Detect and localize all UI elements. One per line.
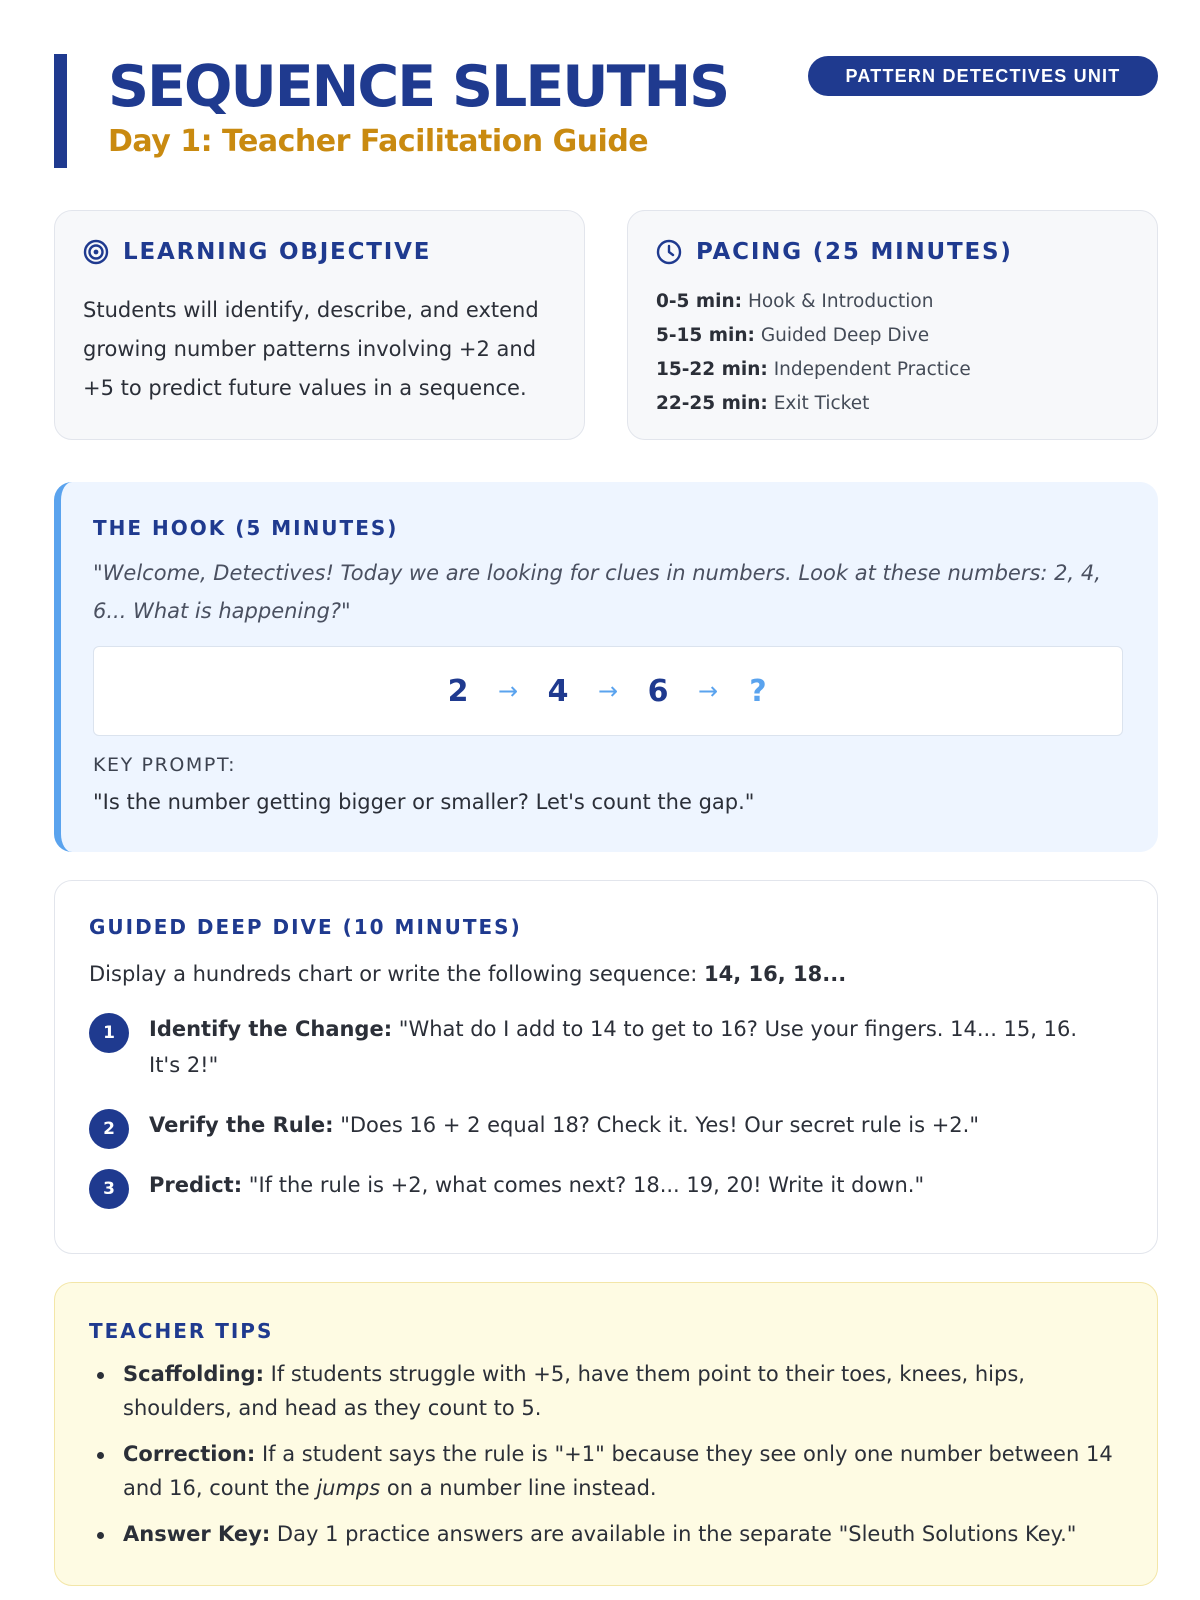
sequence-display: [93, 646, 1123, 736]
pacing-time: 5-15 min:: [656, 325, 755, 346]
key-prompt-text: "Is the number getting bigger or smaller? Let's count the gap.": [93, 790, 755, 814]
tip-text: Day 1 practice answers are available in the separate "Sleuth Solutions Key.": [270, 1522, 1077, 1546]
key-prompt-label: KEY PROMPT:: [93, 754, 237, 776]
teacher-tips-list: [89, 1357, 1129, 1563]
step-title: Predict:: [149, 1173, 243, 1197]
pacing-time: 15-22 min:: [656, 359, 768, 380]
tip-text: If students struggle with +5, have them point to their toes, knees, hips, shoulders, and head as they count to 5.: [123, 1362, 1025, 1420]
pacing-item: [656, 387, 1136, 421]
sequence-unknown: ?: [749, 673, 767, 709]
page-title: SEQUENCE SLEUTHS: [108, 54, 729, 120]
guided-deep-dive-section: [54, 880, 1158, 1254]
hook-heading: THE HOOK (5 MINUTES): [93, 516, 399, 540]
target-icon: [83, 239, 109, 265]
pacing-time: 0-5 min:: [656, 291, 743, 312]
step-number-badge: 3: [89, 1169, 129, 1209]
arrow-right-icon: →: [697, 677, 719, 705]
pacing-card: [627, 210, 1158, 440]
step-text: [149, 1107, 1109, 1143]
pacing-item: [656, 319, 1136, 353]
hook-quote: "Welcome, Detectives! Today we are looking for clues in numbers. Look at these numbers: 2, 4, 6... What is happening?": [93, 561, 1101, 623]
step-number-badge: 2: [89, 1109, 129, 1149]
step-body: "If the rule is +2, what comes next? 18... 19, 20! Write it down.": [242, 1173, 925, 1197]
teacher-tips-section: [54, 1282, 1158, 1586]
sequence-number: 6: [647, 673, 669, 709]
step-text: [149, 1167, 1109, 1203]
step-body: "Does 16 + 2 equal 18? Check it. Yes! Our secret rule is +2.": [333, 1113, 979, 1137]
tip-title: Answer Key:: [123, 1522, 271, 1546]
tip-text: If a student says the rule is "+1" because they see only one number between 14 and 16, count the: [123, 1442, 1113, 1500]
step-body: "What do I add to 14 to get to 16? Use your fingers. 14... 15, 16. It's 2!": [149, 1017, 1078, 1077]
deep-dive-intro: [89, 957, 846, 991]
deep-dive-intro-text: Display a hundreds chart or write the following sequence:: [89, 962, 704, 986]
sequence-number: 2: [447, 673, 469, 709]
step-title: Verify the Rule:: [149, 1113, 334, 1137]
page-subtitle: Day 1: Teacher Facilitation Guide: [108, 124, 649, 159]
tip-item: [89, 1357, 1129, 1425]
deep-dive-heading: GUIDED DEEP DIVE (10 MINUTES): [89, 915, 522, 939]
step-title: Identify the Change:: [149, 1017, 393, 1041]
learning-objective-text: Students will identify, describe, and extend growing number patterns involving +2 and +5 to predict future values in a sequence.: [83, 298, 539, 400]
learning-objective-card: [54, 210, 585, 440]
arrow-right-icon: →: [497, 677, 519, 705]
learning-objective-header: [83, 239, 431, 265]
learning-objective-heading: LEARNING OBJECTIVE: [123, 239, 432, 265]
tip-text-end: on a number line instead.: [380, 1476, 657, 1500]
pacing-activity: Independent Practice: [773, 359, 971, 380]
pacing-item: [656, 285, 1136, 319]
tip-item: [89, 1517, 1129, 1551]
pacing-time: 22-25 min:: [656, 393, 768, 414]
pacing-list: [656, 285, 1136, 421]
teacher-tips-heading: TEACHER TIPS: [89, 1319, 274, 1343]
clock-icon: [656, 239, 682, 265]
tip-title: Correction:: [123, 1442, 256, 1466]
tip-item: [89, 1437, 1129, 1505]
pacing-item: [656, 353, 1136, 387]
pacing-heading: PACING (25 MINUTES): [696, 239, 1013, 265]
pacing-activity: Exit Ticket: [773, 393, 870, 414]
tip-title: Scaffolding:: [123, 1362, 264, 1386]
unit-badge: PATTERN DETECTIVES UNIT: [808, 56, 1158, 96]
pacing-activity: Hook & Introduction: [747, 291, 934, 312]
tip-emphasis: jumps: [316, 1476, 381, 1500]
pacing-header: [656, 239, 1013, 265]
pacing-activity: Guided Deep Dive: [760, 325, 930, 346]
arrow-right-icon: →: [597, 677, 619, 705]
deep-dive-intro-sequence: 14, 16, 18...: [704, 962, 847, 986]
step-number-badge: 1: [89, 1013, 129, 1053]
sequence-number: 4: [547, 673, 569, 709]
header-accent-bar: [54, 54, 67, 168]
hook-section: [54, 482, 1158, 852]
step-text: [149, 1011, 1109, 1083]
